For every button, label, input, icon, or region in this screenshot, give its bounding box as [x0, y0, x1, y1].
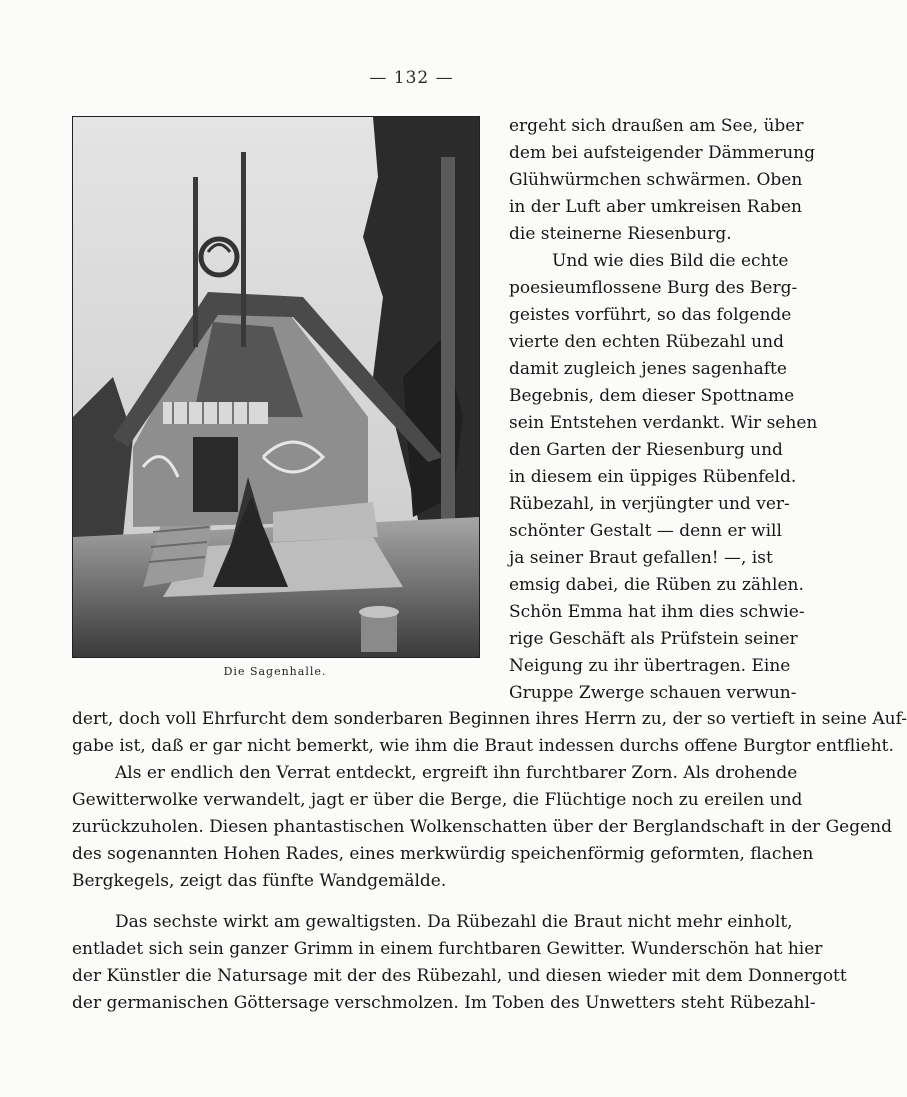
text-line: Und wie dies Bild die echte	[552, 251, 789, 271]
text-line: in der Luft aber umkreisen Raben	[509, 197, 802, 217]
text-line: gabe ist, daß er gar nicht bemerkt, wie ihm die Braut indessen durchs offene Burgtor entflieht.	[72, 736, 894, 756]
text-line: dem bei aufsteigender Dämmerung	[509, 143, 816, 163]
text-line: zurückzuholen. Diesen phantastischen Wolkenschatten über der Berglandschaft in der Gegend	[72, 817, 892, 837]
text-line: Neigung zu ihr übertragen. Eine	[509, 656, 791, 676]
text-line: die steinerne Riesenburg.	[509, 224, 732, 244]
text-line: Das sechste wirkt am gewaltigsten. Da Rübezahl die Braut nicht mehr einholt,	[115, 912, 793, 932]
text-line: vierte den echten Rübezahl und	[509, 332, 784, 352]
text-line: Glühwürmchen schwärmen. Oben	[509, 170, 803, 190]
text-line: sein Entstehen verdankt. Wir sehen	[509, 413, 818, 433]
text-line: Begebnis, dem dieser Spottname	[509, 386, 795, 406]
text-line: Gruppe Zwerge schauen verwun-	[509, 683, 797, 703]
text-line: der Künstler die Natursage mit der des Rübezahl, und diesen wieder mit dem Donnergott	[72, 966, 847, 986]
figure-caption: Die Sagenhalle.	[223, 665, 327, 678]
text-line: den Garten der Riesenburg und	[509, 440, 783, 460]
text-line: poesieumflossene Burg des Berg-	[509, 278, 798, 298]
text-line: des sogenannten Hohen Rades, eines merkwürdig speichenförmig geformten, flachen	[72, 844, 814, 864]
text-line: emsig dabei, die Rüben zu zählen.	[509, 575, 804, 595]
text-line: ergeht sich draußen am See, über	[509, 116, 804, 136]
text-line: Schön Emma hat ihm dies schwie-	[509, 602, 805, 622]
text-line: entladet sich sein ganzer Grimm in einem furchtbaren Gewitter. Wunderschön hat hier	[72, 939, 823, 959]
text-line: Bergkegels, zeigt das fünfte Wandgemälde.	[72, 871, 447, 891]
text-line: geistes vorführt, so das folgende	[509, 305, 792, 325]
text-line: Als er endlich den Verrat entdeckt, ergreift ihn furchtbarer Zorn. Als drohende	[115, 763, 798, 783]
text-line: dert, doch voll Ehrfurcht dem sonderbaren Beginnen ihres Herrn zu, der so vertieft in seine Auf-	[72, 709, 907, 729]
sagenhalle-photo	[73, 117, 479, 657]
text-line: damit zugleich jenes sagenhafte	[509, 359, 787, 379]
text-line: Gewitterwolke verwandelt, jagt er über die Berge, die Flüchtige noch zu ereilen und	[72, 790, 803, 810]
text-line: schönter Gestalt — denn er will	[509, 521, 782, 541]
text-line: ja seiner Braut gefallen! —, ist	[509, 548, 773, 568]
photograph	[72, 116, 480, 658]
text-line: Rübezahl, in verjüngter und ver-	[509, 494, 790, 514]
text-line: rige Geschäft als Prüfstein seiner	[509, 629, 798, 649]
text-line: in diesem ein üppiges Rübenfeld.	[509, 467, 797, 487]
page-number: — 132 —	[369, 68, 454, 88]
text-line: der germanischen Göttersage verschmolzen. Im Toben des Unwetters steht Rübezahl-	[72, 993, 816, 1013]
